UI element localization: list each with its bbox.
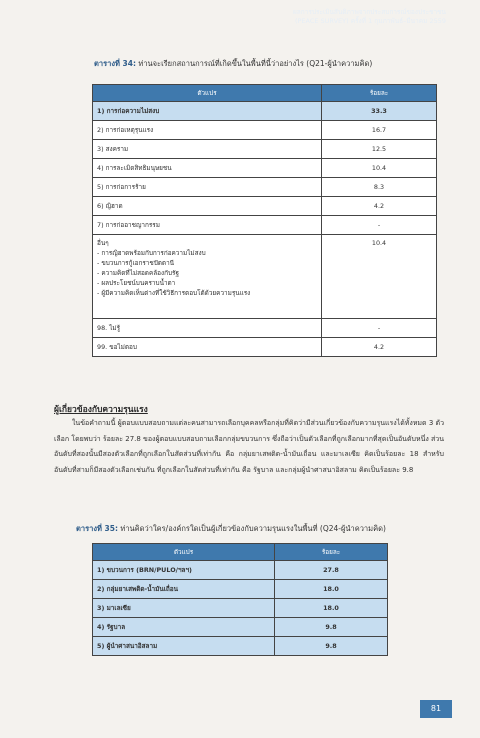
row-value: 9.8 xyxy=(275,637,388,656)
row-value: - xyxy=(322,319,437,338)
row-label: 3) มาเลเซีย xyxy=(93,599,275,618)
row-label: 2) การก่อเหตุรุนแรง xyxy=(93,121,322,140)
others-item: - ผลประโยชน์บนคราบน้ำตา xyxy=(97,279,176,287)
section-paragraph: ในข้อคำถามนี้ ผู้ตอบแบบสอบถามแต่ละคนสามารถเลือกบุคคลหรือกลุ่มที่คิดว่ามีส่วนเกี่ยวข้องกับความรุนแรงได้ทั้งหมด 3 ตัวเลือก โดยพบว่า ร้อยละ 27.8 ของผู้ตอบแบบสอบถามเลือกกลุ่มขบวนการ ซึ่งถือว่าเป็นตัวเลือกที่ถูกเลือกมากที่สุดเป็นอันดับหนึ่ง ส่วนอันดับที่สองนั้นมีสองตัวเลือกที่ถูกเลือกในสัดส่วนที่เท่ากัน คือ กลุ่มยาเสพติด-น้ำมันเถื่อน และมาเลเซีย คิดเป็นร้อยละ 18 สำหรับอันดับที่สามก็มีสองตัวเลือกเช่นกัน ที่ถูกเลือกในสัดส่วนที่เท่ากัน คือ รัฐบาล และกลุ่มผู้นำศาสนาอิสลาม คิดเป็นร้อยละ 9.8 xyxy=(54,419,444,474)
row-label: 7) การก่ออาชญากรรม xyxy=(93,216,322,235)
row-label: 2) กลุ่มยาเสพติด-น้ำมันเถื่อน xyxy=(93,580,275,599)
row-label: 99. ขอไม่ตอบ xyxy=(93,338,322,357)
table1-header-row xyxy=(93,85,437,102)
table-row xyxy=(93,319,437,338)
table2-caption xyxy=(76,523,386,535)
row-value: 4.2 xyxy=(322,338,437,357)
section-title: ผู้เกี่ยวข้องกับความรุนแรง xyxy=(54,405,148,415)
row-label: 4) รัฐบาล xyxy=(93,618,275,637)
row-label: 3) สงคราม xyxy=(93,140,322,159)
table-row xyxy=(93,561,388,580)
table1-caption xyxy=(94,58,372,70)
table1 xyxy=(92,84,437,357)
others-item: - ขบวนการกู้เอกราชปัตตานี xyxy=(97,259,175,267)
table-row xyxy=(93,580,388,599)
header-line-1: ผลการประเมินสันติภาพจากประสบการณ์ของประชาชน xyxy=(292,8,446,16)
row-label: 5) การก่อการร้าย xyxy=(93,178,322,197)
running-header xyxy=(206,8,446,26)
row-label: 1) การก่อความไม่สงบ xyxy=(93,102,322,121)
header-line-2: (PEACE SURVEY) ครั้งที่ 1 กุมภาพันธ์–มีนาคม 2559 xyxy=(294,17,446,25)
others-item: - การญิฮาดพร้อมกับการก่อความไม่สงบ xyxy=(97,249,206,257)
row-value: - xyxy=(322,216,437,235)
table-row xyxy=(93,102,437,121)
others-item: - ผู้มีความคิดเห็นต่างที่ใช้วิธีการตอบโต้ด้วยความรุนแรง xyxy=(97,289,251,297)
table-row xyxy=(93,197,437,216)
row-label: 98. ไม่รู้ xyxy=(93,319,322,338)
table-row xyxy=(93,637,388,656)
row-value: 10.4 xyxy=(322,159,437,178)
table-row xyxy=(93,159,437,178)
row-label: 6) ญิฮาด xyxy=(93,197,322,216)
table2-caption-label: ตารางที่ 35: xyxy=(76,524,118,533)
table-row xyxy=(93,178,437,197)
others-title: อื่นๆ xyxy=(97,239,109,247)
others-cell xyxy=(93,235,322,319)
row-value: 10.4 xyxy=(322,235,437,319)
row-value: 4.2 xyxy=(322,197,437,216)
table-row xyxy=(93,121,437,140)
table-row-others xyxy=(93,235,437,319)
table-row xyxy=(93,140,437,159)
row-value: 18.0 xyxy=(275,580,388,599)
table-row xyxy=(93,618,388,637)
table2-caption-text: ท่านคิดว่าใคร/องค์กรใดเป็นผู้เกี่ยวข้องกับความรุนแรงในพื้นที่ (Q24-ผู้นำความคิด) xyxy=(120,524,386,533)
table1-caption-label: ตารางที่ 34: xyxy=(94,59,136,68)
row-label: 4) การละเมิดสิทธิมนุษยชน xyxy=(93,159,322,178)
table2-header-variable: ตัวแปร xyxy=(93,544,275,561)
row-value: 33.3 xyxy=(322,102,437,121)
row-value: 12.5 xyxy=(322,140,437,159)
row-label: 1) ขบวนการ (BRN/PULO/ฯลฯ) xyxy=(93,561,275,580)
row-value: 9.8 xyxy=(275,618,388,637)
table-row xyxy=(93,338,437,357)
table-row xyxy=(93,216,437,235)
table2 xyxy=(92,543,388,656)
table1-header-percent: ร้อยละ xyxy=(322,85,437,102)
others-item: - ความคิดที่ไม่สอดคล้องกับรัฐ xyxy=(97,269,179,277)
row-value: 18.0 xyxy=(275,599,388,618)
row-value: 8.3 xyxy=(322,178,437,197)
table1-caption-text: ท่านจะเรียกสถานการณ์ที่เกิดขึ้นในพื้นที่นี้ว่าอย่างไร (Q21-ผู้นำความคิด) xyxy=(138,59,373,68)
table1-header-variable: ตัวแปร xyxy=(93,85,322,102)
row-value: 16.7 xyxy=(322,121,437,140)
table2-header-row xyxy=(93,544,388,561)
row-label: 5) ผู้นำศาสนาอิสลาม xyxy=(93,637,275,656)
table-row xyxy=(93,599,388,618)
page-number: 81 xyxy=(420,700,452,718)
table2-header-percent: ร้อยละ xyxy=(275,544,388,561)
row-value: 27.8 xyxy=(275,561,388,580)
